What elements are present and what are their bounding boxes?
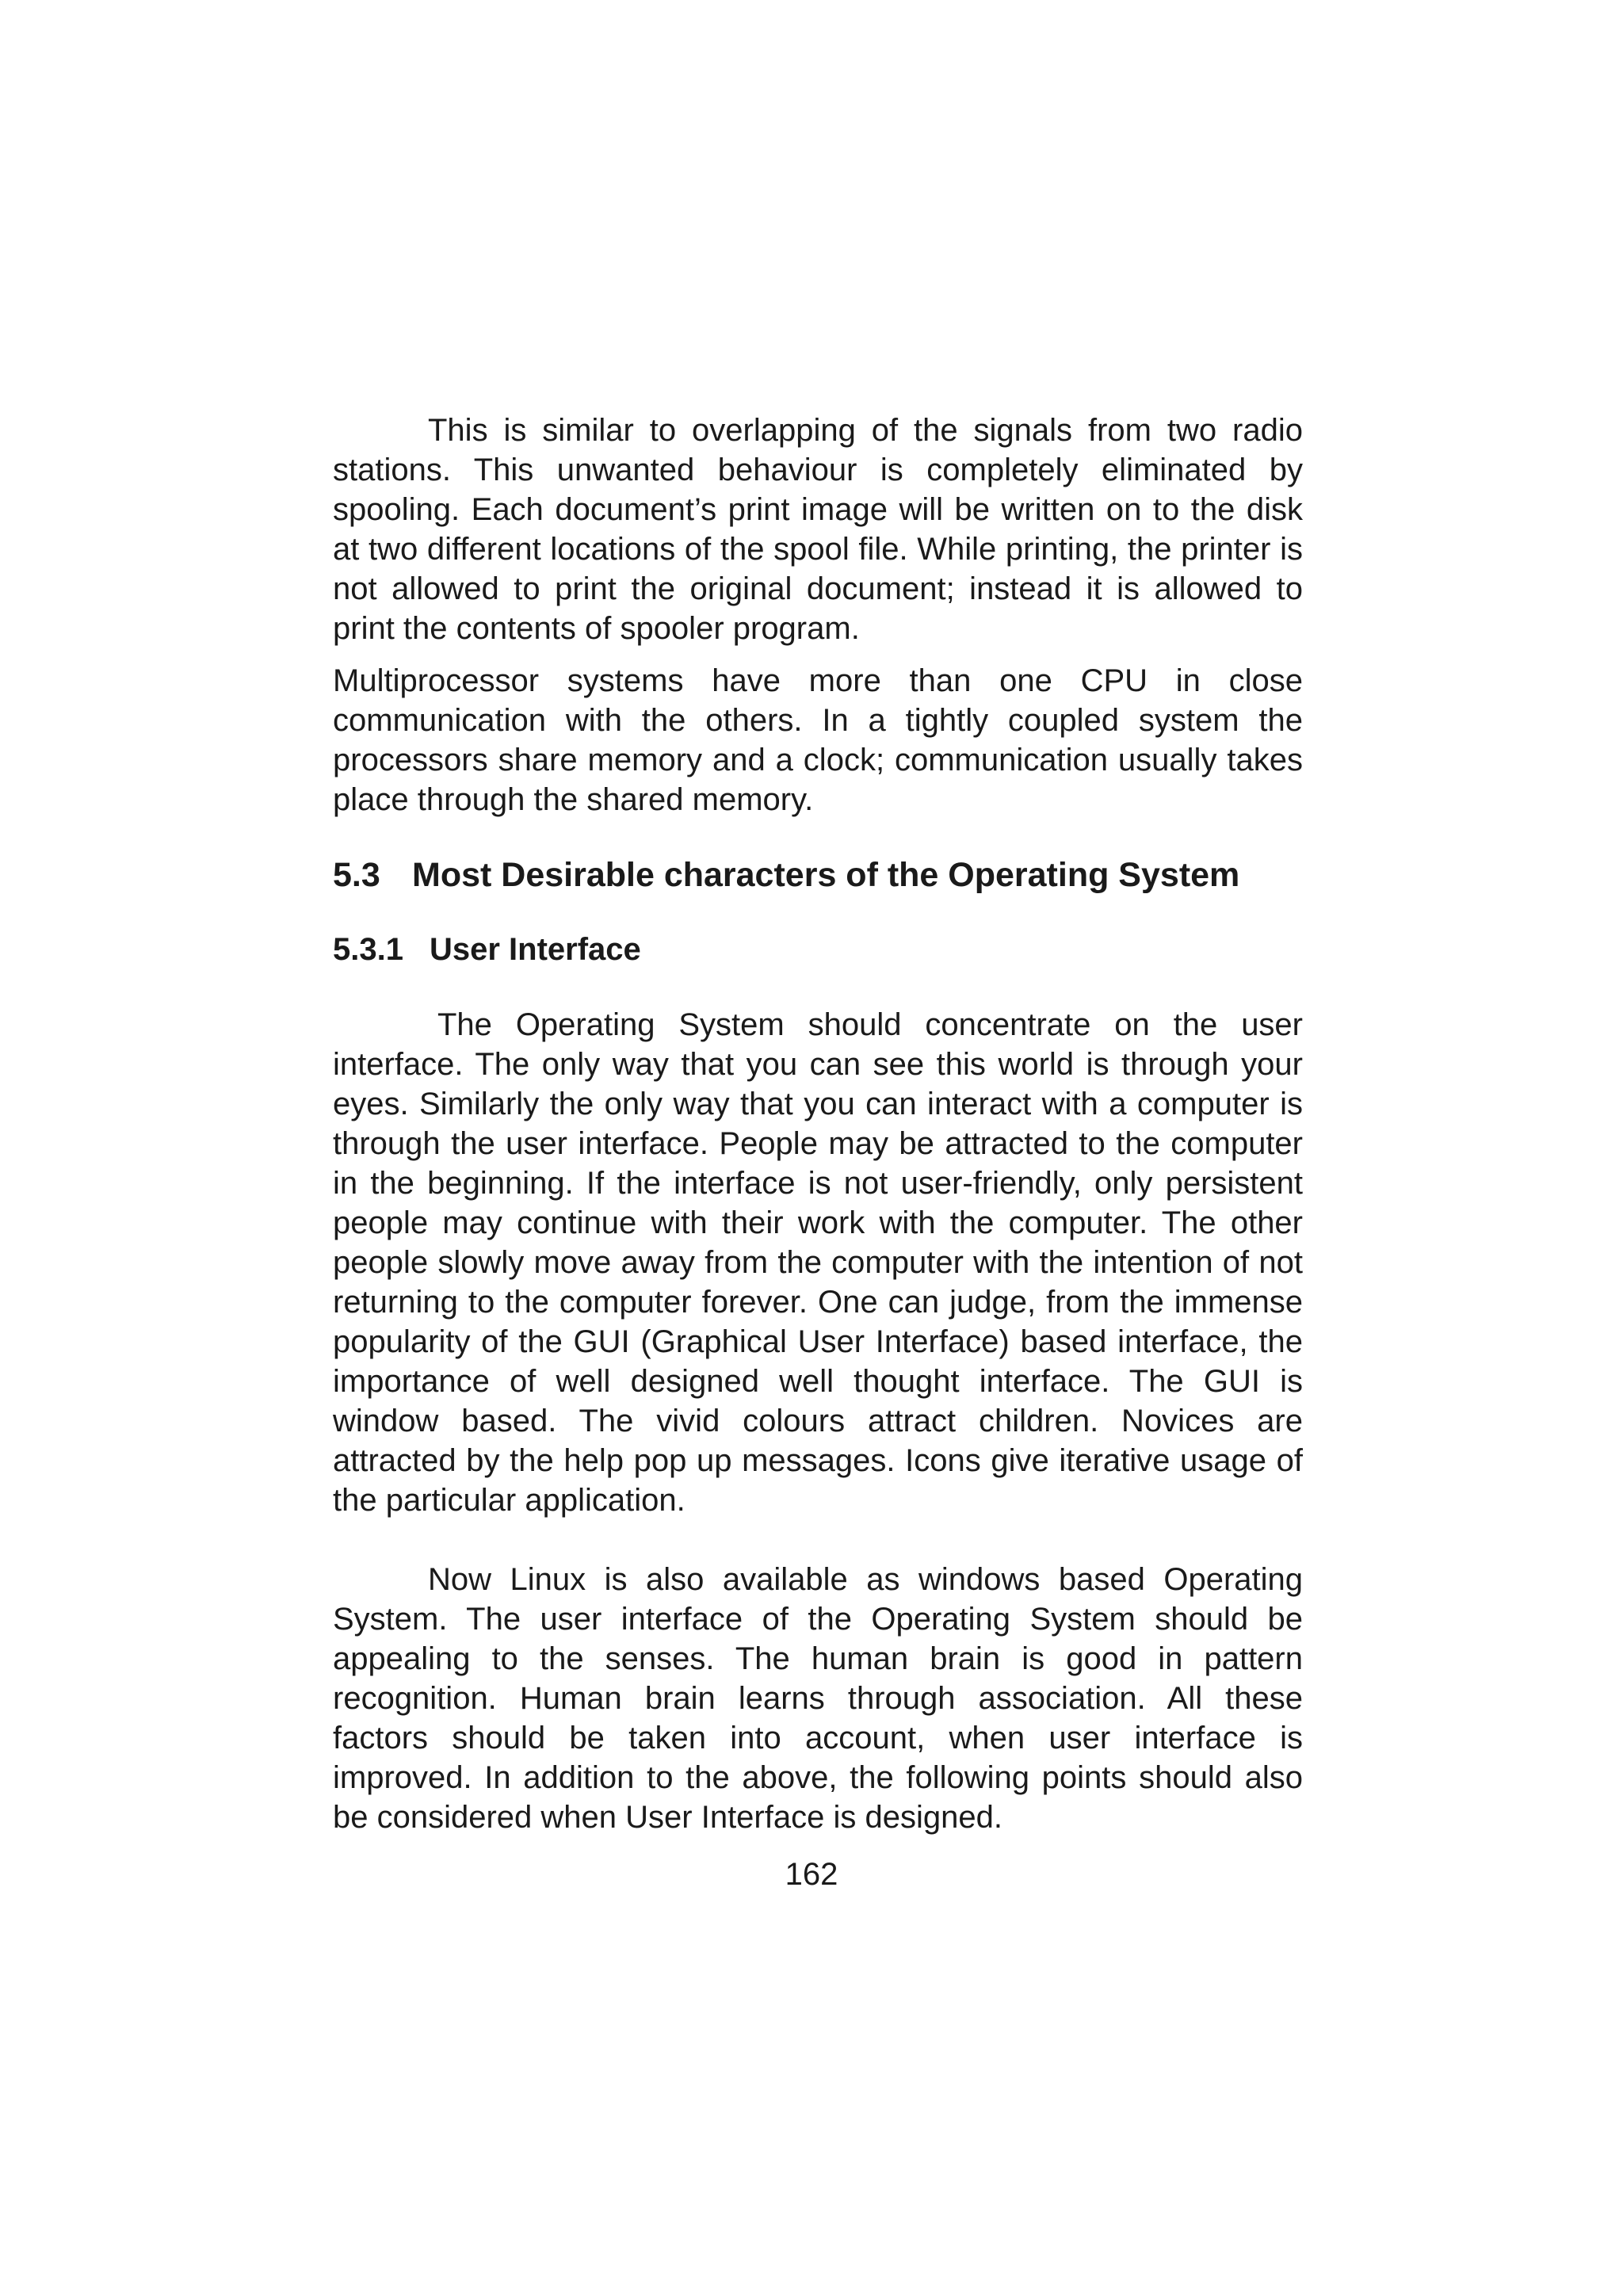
paragraph-user-interface: The Operating System should concentrate on the user interface. The only way that you can see this world is through your eyes. Similarly the only way that you can interact with a computer is through the user interface. People may be attracted to the computer in the beginning. If the interface is not user-friendly, only persistent people may continue with their work with the computer. The other people slowly move away from the computer with the intention of not returning to the computer forever. One can judge, from the immense popularity of the GUI (Graphical User Interface) based interface, the importance of well designed well thought interface. The GUI is window based. The vivid colours attract children. Novices are attracted by the help pop up messages. Icons give iterative usage of the particular application.	[333, 1007, 1303, 1518]
paragraph-multiprocessor: Multiprocessor systems have more than one CPU in close communication with the others. In a tightly coupled system the processors share memory and a clock; communication usually takes place through the shared memory.	[333, 663, 1303, 817]
section-title: Most Desirable characters of the Operating System	[412, 856, 1240, 894]
text-column	[333, 411, 1303, 1837]
paragraph-spooling: This is similar to overlapping of the signals from two radio stations. This unwanted behaviour is completely eliminated by spooling. Each document’s print image will be written on to the disk at two different locations of the spool file. While printing, the printer is not allowed to print the original document; instead it is allowed to print the contents of spooler program.	[333, 413, 1303, 646]
subsection-number: 5.3.1	[333, 932, 403, 967]
section-number: 5.3	[333, 856, 380, 894]
subsection-heading	[333, 929, 1303, 970]
section-heading	[333, 853, 1303, 897]
subsection-title: User Interface	[430, 932, 641, 967]
page-number: 162	[785, 1857, 838, 1892]
paragraph-linux: Now Linux is also available as windows based Operating System. The user interface of the Operating System should be appealing to the senses. The human brain is good in pattern recognition. Human brain learns through association. All these factors should be taken into account, when user interface is improved. In addition to the above, the following points should also be considered when User Interface is designed.	[333, 1562, 1303, 1835]
